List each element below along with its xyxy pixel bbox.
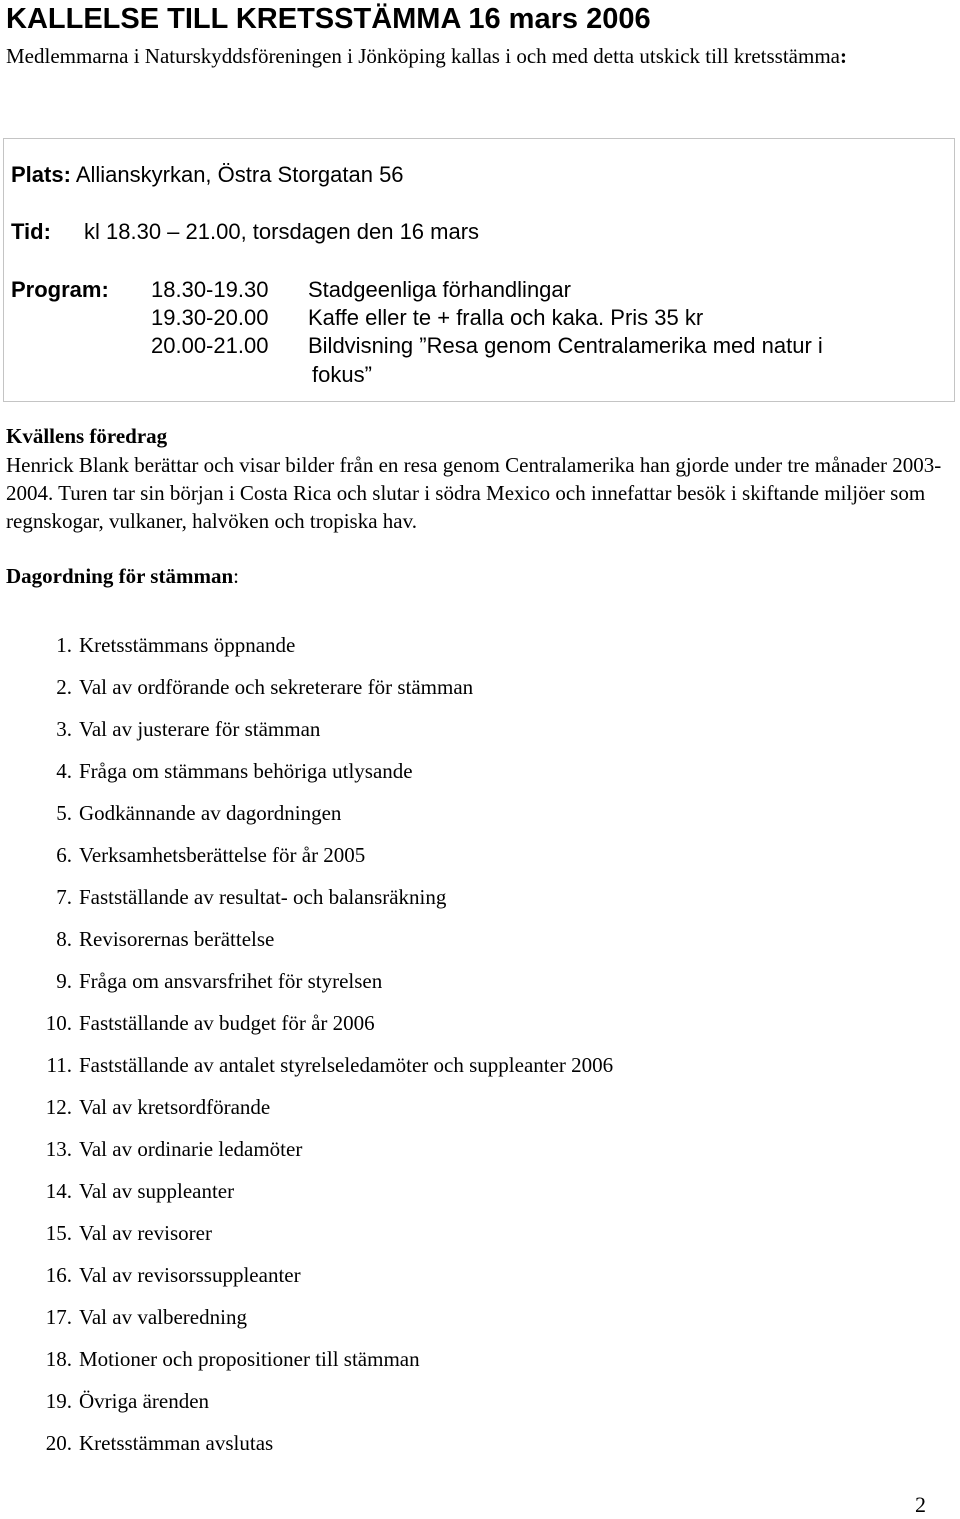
- agenda-item-text: Godkännande av dagordningen: [79, 801, 342, 825]
- agenda-item-text: Fastställande av budget för år 2006: [79, 1011, 375, 1035]
- agenda-item: [0, 1135, 800, 1163]
- time-value: kl 18.30 – 21.00, torsdagen den 16 mars: [84, 219, 480, 244]
- time-row: [11, 218, 51, 246]
- agenda-item-number: 14.: [45, 1179, 72, 1203]
- agenda-item-number: 15.: [45, 1221, 72, 1245]
- agenda-item: [0, 1429, 800, 1457]
- lecture-heading: Kvällens föredrag: [6, 424, 168, 448]
- agenda-item-text: Fastställande av antalet styrelseledamöter och suppleanter 2006: [79, 1053, 614, 1077]
- agenda-item-number: 5.: [56, 801, 72, 825]
- agenda-item-text: Val av suppleanter: [79, 1179, 235, 1203]
- agenda-item: [0, 967, 800, 995]
- agenda-item-number: 3.: [56, 717, 72, 741]
- agenda-item-text: Verksamhetsberättelse för år 2005: [79, 843, 366, 867]
- program-time: 18.30-19.30: [151, 277, 269, 302]
- place-label: Plats:: [11, 162, 71, 187]
- agenda-item: [0, 1345, 800, 1373]
- agenda-item-text: Fastställande av resultat- och balansräkning: [79, 885, 447, 909]
- agenda-item: [0, 1303, 800, 1331]
- agenda-item-number: 13.: [45, 1137, 72, 1161]
- agenda-item: [0, 1093, 800, 1121]
- agenda-item: [0, 1177, 800, 1205]
- agenda-item-number: 18.: [45, 1347, 72, 1371]
- agenda-item: [0, 715, 800, 743]
- agenda-item: [0, 1261, 800, 1289]
- program-activity: Bildvisning ”Resa genom Centralamerika med natur i: [308, 333, 823, 358]
- agenda-heading-colon: :: [233, 564, 239, 588]
- agenda-item-number: 1.: [56, 633, 72, 657]
- agenda-item-text: Val av valberedning: [79, 1305, 247, 1329]
- program-label-row: [11, 276, 109, 304]
- intro-text: Medlemmarna i Naturskyddsföreningen i Jönköping kallas i och med detta utskick till kretsstämma: [6, 44, 840, 68]
- agenda-item-text: Val av revisorer: [79, 1221, 212, 1245]
- agenda-item-number: 9.: [56, 969, 72, 993]
- place-row: [11, 161, 404, 189]
- agenda-item-number: 16.: [45, 1263, 72, 1287]
- program-time: 19.30-20.00: [151, 305, 269, 330]
- agenda-item: [0, 1051, 800, 1079]
- agenda-item: [0, 799, 800, 827]
- agenda-item-number: 4.: [56, 759, 72, 783]
- agenda-item-text: Övriga ärenden: [79, 1389, 210, 1413]
- agenda-heading: [6, 562, 239, 590]
- lecture-text: Henrick Blank berättar och visar bilder från en resa genom Centralamerika han gjorde under tre månader 2003-2004. Turen tar sin början i Costa Rica och slutar i södra Mexico och innefattar besök i skiftande miljöer som regnskogar, vulkaner, halvöken och tropiska hav.: [6, 453, 942, 533]
- place-value: Allianskyrkan, Östra Storgatan 56: [75, 162, 404, 187]
- agenda-item-text: Motioner och propositioner till stämman: [79, 1347, 420, 1371]
- agenda-item-number: 11.: [46, 1053, 72, 1077]
- agenda-item-number: 19.: [45, 1389, 72, 1413]
- page-title: KALLELSE TILL KRETSSTÄMMA 16 mars 2006: [6, 3, 651, 35]
- agenda-item-number: 7.: [56, 885, 72, 909]
- agenda-item-number: 8.: [56, 927, 72, 951]
- agenda-item: [0, 1219, 800, 1247]
- intro-colon: :: [840, 44, 847, 68]
- page-number: 2: [915, 1492, 926, 1517]
- agenda-item-number: 17.: [45, 1305, 72, 1329]
- agenda-item-text: Val av revisorssuppleanter: [79, 1263, 301, 1287]
- agenda-item-text: Kretsstämman avslutas: [79, 1431, 274, 1455]
- agenda-item-number: 20.: [45, 1431, 72, 1455]
- agenda-item: [0, 925, 800, 953]
- agenda-item-text: Fråga om ansvarsfrihet för styrelsen: [79, 969, 383, 993]
- program-time: 20.00-21.00: [151, 333, 269, 358]
- agenda-item: [0, 631, 800, 659]
- agenda-item-text: Val av kretsordförande: [79, 1095, 271, 1119]
- agenda-item-text: Revisorernas berättelse: [79, 927, 275, 951]
- agenda-item-text: Val av ordinarie ledamöter: [79, 1137, 303, 1161]
- agenda-item-text: Val av justerare för stämman: [79, 717, 321, 741]
- agenda-item-number: 2.: [56, 675, 72, 699]
- agenda-item: [0, 757, 800, 785]
- meeting-info-box: [3, 138, 955, 402]
- program-label: Program:: [11, 277, 109, 302]
- agenda-item-text: Fråga om stämmans behöriga utlysande: [79, 759, 413, 783]
- agenda-item-text: Kretsstämmans öppnande: [79, 633, 296, 657]
- agenda-item: [0, 841, 800, 869]
- agenda-heading-text: Dagordning för stämman: [6, 564, 234, 588]
- program-activity-continued: fokus”: [312, 362, 372, 387]
- agenda-item-text: Val av ordförande och sekreterare för stämman: [79, 675, 474, 699]
- time-label: Tid:: [11, 219, 51, 244]
- agenda-item-number: 6.: [56, 843, 72, 867]
- time-value-row: [84, 218, 479, 246]
- agenda-item: [0, 673, 800, 701]
- agenda-item: [0, 883, 800, 911]
- agenda-item: [0, 1009, 800, 1037]
- intro-paragraph: [6, 42, 906, 70]
- agenda-item: [0, 1387, 800, 1415]
- program-activity: Stadgeenliga förhandlingar: [308, 277, 571, 302]
- program-activity: Kaffe eller te + fralla och kaka. Pris 35 kr: [308, 305, 704, 330]
- agenda-item-number: 12.: [45, 1095, 72, 1119]
- agenda-item-number: 10.: [45, 1011, 72, 1035]
